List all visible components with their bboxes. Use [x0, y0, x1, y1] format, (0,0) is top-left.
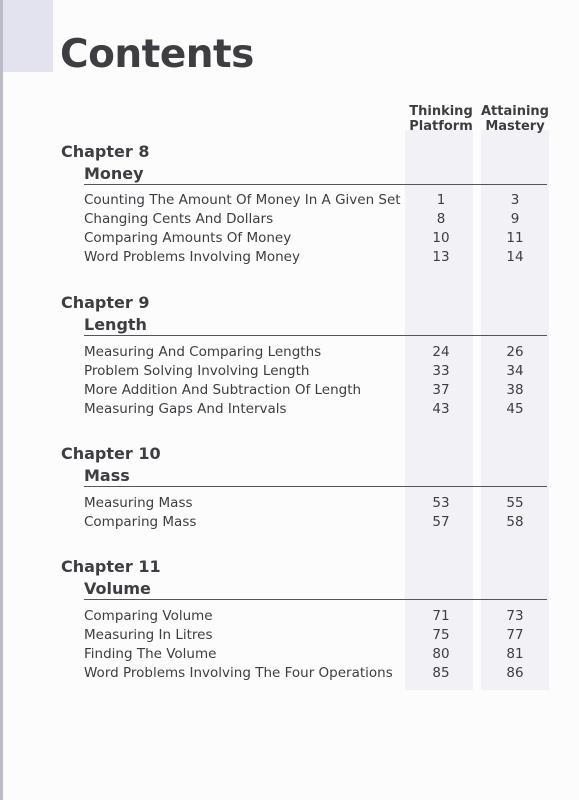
chapter-name: Volume — [84, 579, 151, 598]
entry-title: Finding The Volume — [84, 646, 217, 662]
chapter-heading[interactable] — [61, 293, 149, 335]
toc-entry[interactable] — [84, 381, 554, 400]
entry-title: Measuring In Litres — [84, 627, 213, 643]
toc-entry[interactable] — [84, 248, 554, 267]
column-header-thinking-platform — [403, 104, 479, 134]
chapter-number: Chapter 8 — [61, 142, 150, 161]
chapter-divider — [84, 335, 547, 336]
entry-title: Comparing Mass — [84, 514, 197, 530]
chapter-number: Chapter 10 — [61, 444, 161, 463]
thinking-page-number: 85 — [432, 665, 450, 681]
entry-title: Counting The Amount Of Money In A Given Set — [84, 192, 401, 208]
chapter-number: Chapter 9 — [61, 293, 150, 312]
column-header-line: Platform — [409, 119, 473, 134]
entry-title: Changing Cents And Dollars — [84, 211, 274, 227]
mastery-page-number: 26 — [506, 344, 524, 360]
toc-entry[interactable] — [84, 210, 554, 229]
entry-title: Measuring Gaps And Intervals — [84, 401, 287, 417]
column-header-line: Thinking — [409, 104, 473, 119]
mastery-page-number: 55 — [506, 495, 524, 511]
chapter-divider — [84, 599, 547, 600]
thinking-page-number: 71 — [432, 608, 450, 624]
entry-title: Word Problems Involving Money — [84, 249, 300, 265]
mastery-page-number: 81 — [506, 646, 524, 662]
chapter-heading[interactable] — [61, 444, 161, 486]
toc-entry[interactable] — [84, 343, 554, 362]
thinking-page-number: 10 — [432, 230, 450, 246]
mastery-page-number: 14 — [506, 249, 524, 265]
thinking-page-number: 75 — [432, 627, 450, 643]
thinking-page-number: 33 — [432, 363, 450, 379]
toc-entry[interactable] — [84, 626, 554, 645]
toc-entry[interactable] — [84, 664, 554, 683]
chapter-heading[interactable] — [61, 557, 161, 599]
mastery-page-number: 3 — [510, 192, 520, 208]
toc-entry[interactable] — [84, 229, 554, 248]
mastery-page-number: 45 — [506, 401, 524, 417]
thinking-page-number: 8 — [436, 211, 446, 227]
chapter-heading[interactable] — [61, 142, 149, 184]
mastery-page-number: 77 — [506, 627, 524, 643]
mastery-page-number: 9 — [510, 211, 520, 227]
mastery-page-number: 86 — [506, 665, 524, 681]
chapter-number: Chapter 11 — [61, 557, 161, 576]
chapter-divider — [84, 486, 547, 487]
toc-entry[interactable] — [84, 362, 554, 381]
entry-title: Problem Solving Involving Length — [84, 363, 310, 379]
entry-title: More Addition And Subtraction Of Length — [84, 382, 362, 398]
mastery-page-number: 11 — [506, 230, 524, 246]
entry-title: Comparing Volume — [84, 608, 213, 624]
chapter-divider — [84, 184, 547, 185]
column-header-line: Mastery — [485, 119, 545, 134]
thinking-page-number: 53 — [432, 495, 450, 511]
entry-title: Word Problems Involving The Four Operations — [84, 665, 393, 681]
corner-tab — [3, 0, 53, 72]
chapter-name: Mass — [84, 466, 130, 485]
toc-entry[interactable] — [84, 400, 554, 419]
thinking-page-number: 24 — [432, 344, 450, 360]
thinking-page-number: 1 — [436, 192, 446, 208]
mastery-page-number: 58 — [506, 514, 524, 530]
thinking-page-number: 43 — [432, 401, 450, 417]
toc-entry[interactable] — [84, 191, 554, 210]
mastery-page-number: 38 — [506, 382, 524, 398]
toc-entry[interactable] — [84, 607, 554, 626]
column-header-line: Attaining — [481, 104, 549, 119]
thinking-page-number: 80 — [432, 646, 450, 662]
thinking-page-number: 13 — [432, 249, 450, 265]
mastery-page-number: 34 — [506, 363, 524, 379]
chapter-name: Length — [84, 315, 147, 334]
entry-title: Measuring And Comparing Lengths — [84, 344, 322, 360]
thinking-page-number: 57 — [432, 514, 450, 530]
mastery-page-number: 73 — [506, 608, 524, 624]
toc-entry[interactable] — [84, 645, 554, 664]
column-header-attaining-mastery — [477, 104, 553, 134]
entry-title: Comparing Amounts Of Money — [84, 230, 292, 246]
toc-entry[interactable] — [84, 513, 554, 532]
thinking-page-number: 37 — [432, 382, 450, 398]
page-title: Contents — [60, 32, 254, 77]
toc-entry[interactable] — [84, 494, 554, 513]
entry-title: Measuring Mass — [84, 495, 193, 511]
chapter-name: Money — [84, 164, 144, 183]
